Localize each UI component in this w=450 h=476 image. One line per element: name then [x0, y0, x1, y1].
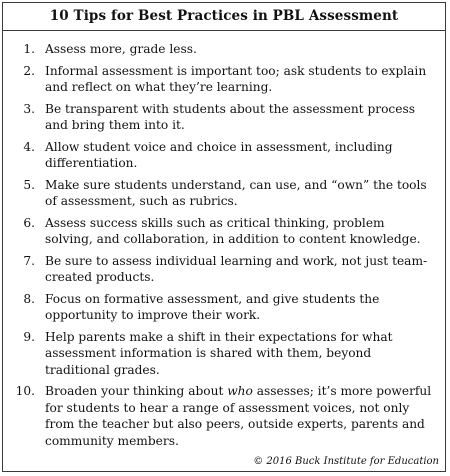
tip-number: 7.: [23, 253, 35, 268]
list-item: [13, 253, 433, 286]
list-item: [13, 215, 433, 248]
list-item: [13, 41, 433, 58]
list-item: [13, 139, 433, 172]
tips-list: [3, 31, 445, 449]
tip-text: Help parents make a shift in their expectations for what assessment information is shared with them, beyond traditional grades.: [45, 329, 393, 377]
tip-text: Make sure students understand, can use, and “own” the tools of assessment, such as rubrics.: [45, 177, 427, 208]
tip-number: 1.: [23, 42, 35, 56]
list-item: [13, 177, 433, 210]
list-item: [13, 63, 433, 96]
tip-text: Assess more, grade less.: [45, 42, 197, 56]
tip-text-emphasis: who: [227, 384, 253, 398]
tip-text: Informal assessment is important too; ask students to explain and reflect on what they’re learning.: [45, 63, 427, 94]
page-title: 10 Tips for Best Practices in PBL Assessment: [3, 3, 445, 31]
list-item: [13, 383, 433, 449]
tip-number: 8.: [23, 291, 35, 306]
tip-text: Allow student voice and choice in assessment, including differentiation.: [45, 139, 393, 170]
tip-number: 9.: [23, 329, 35, 344]
tip-number: 5.: [23, 177, 35, 192]
tip-text: Focus on formative assessment, and give students the opportunity to improve their work.: [45, 291, 380, 322]
tip-text: Be transparent with students about the assessment process and bring them into it.: [45, 101, 415, 132]
tip-text: [45, 383, 433, 449]
tip-text: Assess success skills such as critical thinking, problem solving, and collaboration, in addition to content knowledge.: [45, 215, 421, 246]
tip-number: 10.: [15, 384, 35, 398]
tip-number: 4.: [23, 139, 35, 154]
tip-text-before: Broaden your thinking about: [45, 384, 228, 398]
tips-box: [2, 2, 446, 472]
copyright-notice: © 2016 Buck Institute for Education: [253, 456, 439, 467]
list-item: [13, 101, 433, 134]
list-item: [13, 329, 433, 379]
tip-number: 6.: [23, 215, 35, 230]
tip-number: 3.: [23, 101, 35, 116]
tip-text: Be sure to assess individual learning and work, not just team-created products.: [45, 253, 428, 284]
tip-text-after: assesses; it’s more powerful for students to hear a range of assessment voices, not only from the teacher but also peers, outside experts, parents and community members.: [45, 384, 432, 448]
list-item: [13, 291, 433, 324]
tip-number: 2.: [23, 63, 35, 78]
